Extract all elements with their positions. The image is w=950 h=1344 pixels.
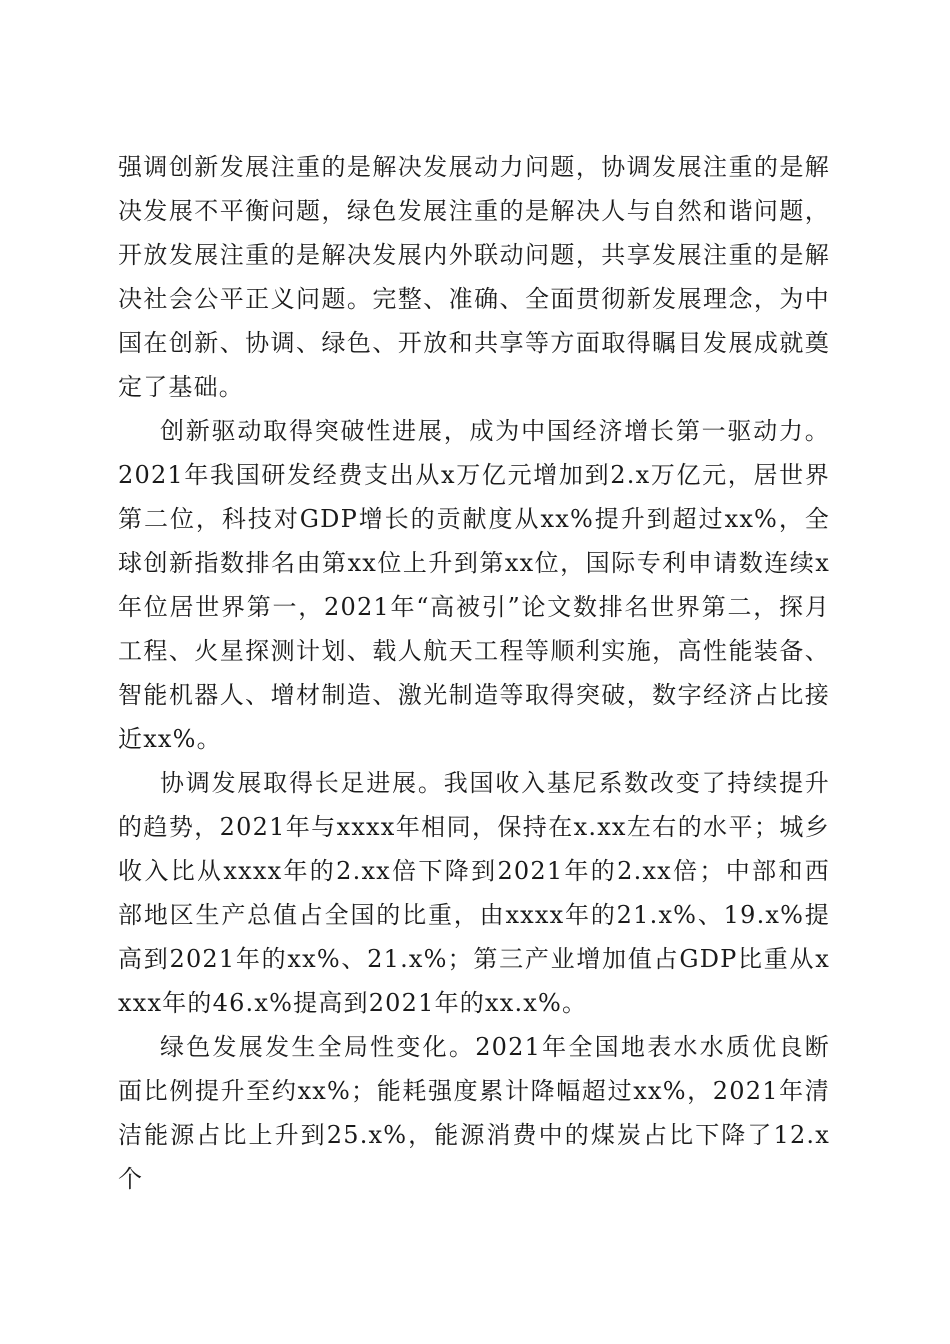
paragraph-2: 创新驱动取得突破性进展，成为中国经济增长第一驱动力。2021年我国研发经费支出从x万亿元增加到2.x万亿元，居世界第二位，科技对GDP增长的贡献度从xx%提升到超过xx%，全球创新指数排名由第xx位上升到第xx位，国际专利申请数连续x年位居世界第一，2021年“高被引”论文数排名世界第二，探月工程、火星探测计划、载人航天工程等顺利实施，高性能装备、智能机器人、增材制造、激光制造等取得突破，数字经济占比接近xx%。 <box>118 417 830 753</box>
paragraph-4: 绿色发展发生全局性变化。2021年全国地表水水质优良断面比例提升至约xx%；能耗强度累计降幅超过xx%，2021年清洁能源占比上升到25.x%，能源消费中的煤炭占比下降了12.x个 <box>118 1033 830 1193</box>
paragraph-1: 强调创新发展注重的是解决发展动力问题，协调发展注重的是解决发展不平衡问题，绿色发展注重的是解决人与自然和谐问题，开放发展注重的是解决发展内外联动问题，共享发展注重的是解决社会公平正义问题。完整、准确、全面贯彻新发展理念，为中国在创新、协调、绿色、开放和共享等方面取得瞩目发展成就奠定了基础。 <box>118 153 830 401</box>
body-text <box>118 145 830 1201</box>
paragraph-3: 协调发展取得长足进展。我国收入基尼系数改变了持续提升的趋势，2021年与xxxx年相同，保持在x.xx左右的水平；城乡收入比从xxxx年的2.xx倍下降到2021年的2.xx倍；中部和西部地区生产总值占全国的比重，由xxxx年的21.x%、19.x%提高到2021年的xx%、21.x%；第三产业增加值占GDP比重从xxxx年的46.x%提高到2021年的xx.x%。 <box>118 769 830 1017</box>
